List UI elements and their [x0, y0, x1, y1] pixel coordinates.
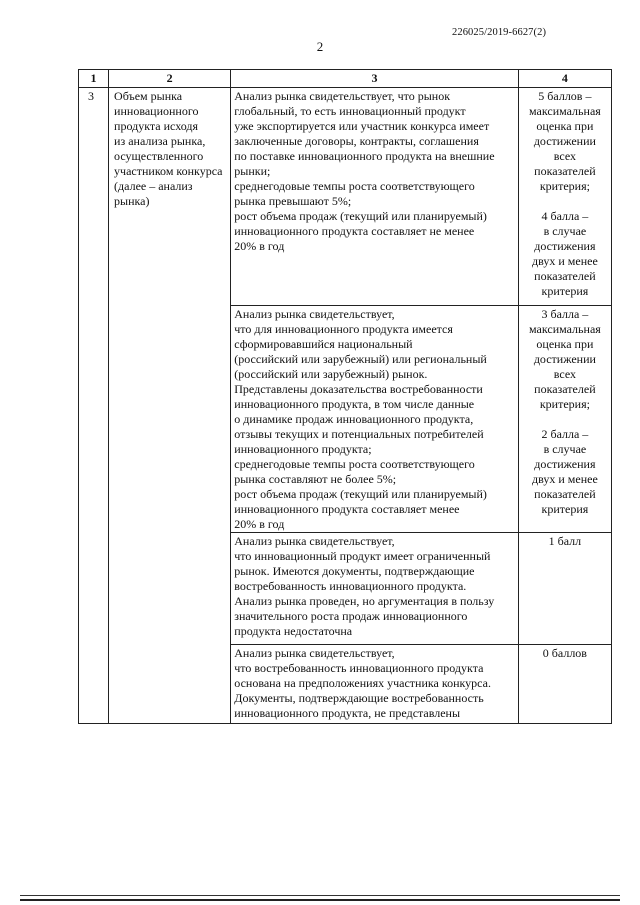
text-line: критерия	[541, 284, 589, 298]
text-line: инновационного продукта, не представлены	[234, 706, 461, 720]
text-line: Анализ рынка свидетельствует,	[234, 534, 395, 548]
level-description-2	[231, 306, 519, 533]
text-line: по поставке инновационного продукта на внешние	[234, 149, 495, 163]
text-line: показателей	[534, 269, 596, 283]
criterion-name	[109, 88, 231, 724]
text-line: значительного роста продаж инновационного	[234, 609, 468, 623]
level-description-3	[231, 533, 519, 645]
text-line: 5 баллов –	[538, 89, 592, 103]
text-line: уже экспортируется или участник конкурса имеет	[234, 119, 490, 133]
text-line: 0 баллов	[542, 646, 587, 660]
text-line: 3 балла –	[541, 307, 589, 321]
column-header-1: 1	[79, 70, 109, 88]
text-line: 2 балла –	[541, 427, 589, 441]
table-row	[79, 88, 612, 306]
text-line: рынка)	[114, 194, 150, 208]
line-gap	[521, 412, 609, 427]
document-id: 226025/2019-6627(2)	[452, 27, 547, 38]
table-header-row	[79, 70, 612, 88]
text-line: достижении	[533, 352, 596, 366]
text-line: заключенные договоры, контракты, соглашения	[234, 134, 479, 148]
text-line: Представлены доказательства востребованности	[234, 382, 483, 396]
column-header-2: 2	[109, 70, 231, 88]
text-line: что востребованность инновационного продукта	[234, 661, 484, 675]
text-line: среднегодовые темпы роста соответствующего	[234, 179, 475, 193]
text-line: 1 балл	[548, 534, 582, 548]
footer-rule-thick	[20, 899, 620, 901]
level-score-1	[518, 88, 611, 306]
text-line: максимальная	[529, 322, 601, 336]
text-line: достижения	[534, 457, 596, 471]
footer-rule	[20, 895, 620, 896]
text-line: отзывы текущих и потенциальных потребителей	[234, 427, 484, 441]
text-line: инновационного	[114, 104, 199, 118]
text-line: инновационного продукта;	[234, 442, 372, 456]
text-line: Анализ рынка свидетельствует,	[234, 646, 395, 660]
text-line: рост объема продаж (текущий или планируемый)	[234, 209, 487, 223]
text-line: глобальный, то есть инновационный продукт	[234, 104, 466, 118]
text-line: Анализ рынка свидетельствует,	[234, 307, 395, 321]
text-line: инновационного продукта составляет менее	[234, 502, 460, 516]
text-line: показателей	[534, 382, 596, 396]
text-line: максимальная	[529, 104, 601, 118]
text-line: основана на предположениях участника конкурса.	[234, 676, 491, 690]
text-line: из анализа рынка,	[114, 134, 206, 148]
text-line: рост объема продаж (текущий или планируемый)	[234, 487, 487, 501]
text-line: (российский или зарубежный) или региональный	[234, 352, 487, 366]
text-line: участником конкурса	[114, 164, 223, 178]
text-line: что для инновационного продукта имеется	[234, 322, 453, 336]
text-line: двух и менее	[532, 254, 598, 268]
text-line: Анализ рынка свидетельствует, что рынок	[234, 89, 451, 103]
text-line: о динамике продаж инновационного продукта,	[234, 412, 474, 426]
text-line: осуществленного	[114, 149, 204, 163]
text-line: что инновационный продукт имеет ограниченный	[234, 549, 491, 563]
level-score-2	[518, 306, 611, 533]
text-line: Документы, подтверждающие востребованность	[234, 691, 484, 705]
text-line: рынок. Имеются документы, подтверждающие	[234, 564, 475, 578]
text-line: 20% в год	[234, 517, 285, 531]
text-line: оценка при	[536, 337, 594, 351]
criteria-table	[78, 69, 612, 724]
text-line: продукта исходя	[114, 119, 199, 133]
text-line: оценка при	[536, 119, 594, 133]
text-line: инновационного продукта составляет не менее	[234, 224, 475, 238]
text-line: среднегодовые темпы роста соответствующего	[234, 457, 475, 471]
text-line: критерия	[541, 502, 589, 516]
text-line: двух и менее	[532, 472, 598, 486]
text-line: достижении	[533, 134, 596, 148]
page-number: 2	[316, 39, 324, 54]
text-line: всех	[553, 367, 577, 381]
text-line: критерия;	[539, 397, 590, 411]
line-gap	[521, 194, 609, 209]
text-line: (далее – анализ	[114, 179, 193, 193]
text-line: инновационного продукта, в том числе данные	[234, 397, 475, 411]
text-line: рынки;	[234, 164, 271, 178]
text-line: рынка превышают 5%;	[234, 194, 352, 208]
text-line: продукта недостаточна	[234, 624, 353, 638]
level-description-4	[231, 645, 519, 724]
text-line: в случае	[543, 442, 587, 456]
level-score-3	[518, 533, 611, 645]
text-line: Анализ рынка проведен, но аргументация в пользу	[234, 594, 495, 608]
text-line: критерия;	[539, 179, 590, 193]
text-line: всех	[553, 149, 577, 163]
level-description-1	[231, 88, 519, 306]
column-header-3: 3	[231, 70, 519, 88]
text-line: в случае	[543, 224, 587, 238]
text-line: показателей	[534, 164, 596, 178]
column-header-4: 4	[518, 70, 611, 88]
text-line: востребованность инновационного продукта.	[234, 579, 467, 593]
text-line: показателей	[534, 487, 596, 501]
text-line: 4 балла –	[541, 209, 589, 223]
text-line: рынка составляют не более 5%;	[234, 472, 397, 486]
row-number: 3	[79, 88, 109, 724]
text-line: 20% в год	[234, 239, 285, 253]
text-line: достижения	[534, 239, 596, 253]
text-line: сформировавшийся национальный	[234, 337, 413, 351]
level-score-4	[518, 645, 611, 724]
text-line: Объем рынка	[114, 89, 183, 103]
text-line: (российский или зарубежный) рынок.	[234, 367, 428, 381]
